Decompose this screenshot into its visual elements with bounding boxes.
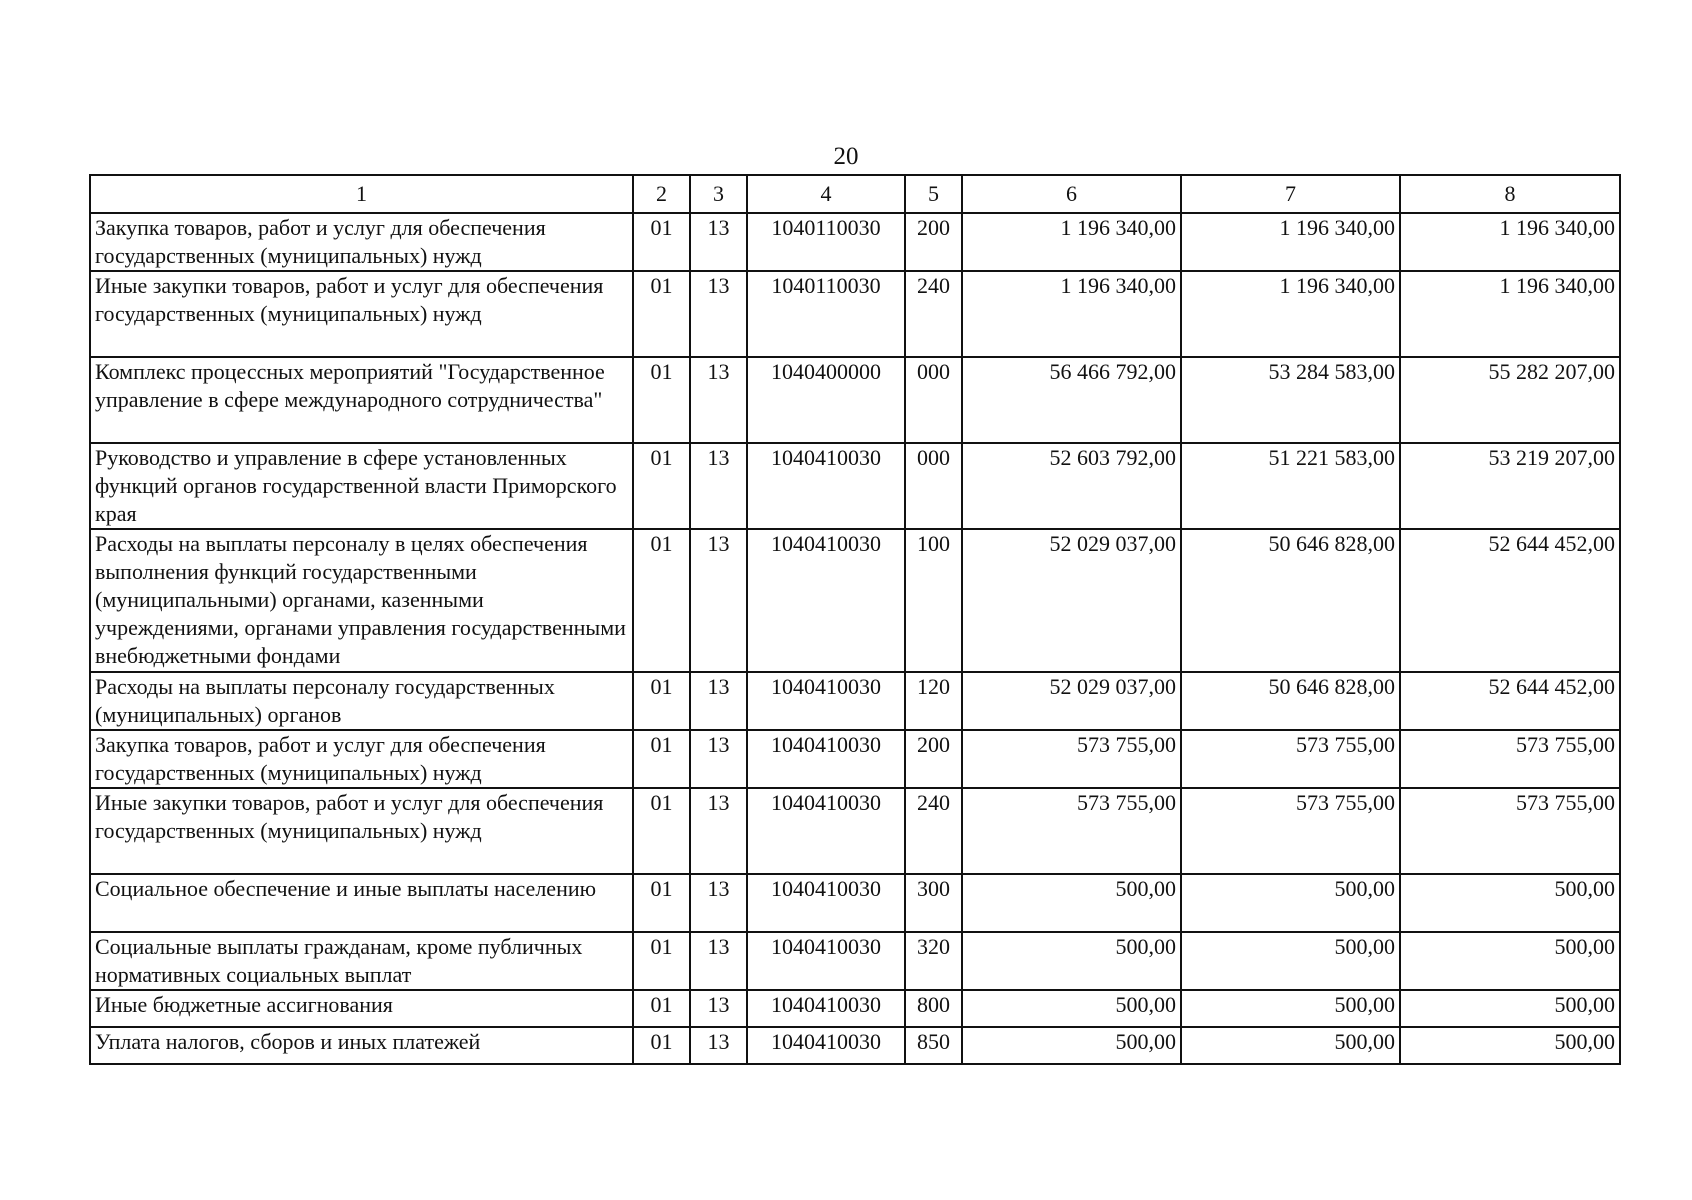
cell-target-code: 1040410030 xyxy=(747,672,905,730)
cell-amount: 500,00 xyxy=(962,874,1181,932)
cell-section: 01 xyxy=(633,788,690,874)
cell-amount: 1 196 340,00 xyxy=(962,213,1181,271)
cell-subsection: 13 xyxy=(690,443,747,529)
cell-target-code: 1040410030 xyxy=(747,1027,905,1064)
cell-amount: 500,00 xyxy=(962,1027,1181,1064)
header-row xyxy=(90,175,1620,213)
cell-amount: 573 755,00 xyxy=(962,788,1181,874)
column-header: 6 xyxy=(962,175,1181,213)
column-header: 2 xyxy=(633,175,690,213)
cell-amount: 56 466 792,00 xyxy=(962,357,1181,443)
table-row xyxy=(90,213,1620,271)
table-row xyxy=(90,443,1620,529)
cell-amount: 1 196 340,00 xyxy=(1181,271,1400,357)
table-row xyxy=(90,271,1620,357)
cell-section: 01 xyxy=(633,874,690,932)
cell-expense-type: 200 xyxy=(905,730,962,788)
column-header: 7 xyxy=(1181,175,1400,213)
cell-target-code: 1040410030 xyxy=(747,443,905,529)
cell-section: 01 xyxy=(633,730,690,788)
cell-target-code: 1040410030 xyxy=(747,874,905,932)
cell-amount: 500,00 xyxy=(1400,932,1620,990)
cell-name: Уплата налогов, сборов и иных платежей xyxy=(90,1027,633,1064)
cell-expense-type: 100 xyxy=(905,529,962,672)
table-row xyxy=(90,788,1620,874)
column-header: 5 xyxy=(905,175,962,213)
cell-target-code: 1040410030 xyxy=(747,529,905,672)
cell-target-code: 1040410030 xyxy=(747,788,905,874)
page-number: 20 xyxy=(833,143,859,170)
cell-amount: 573 755,00 xyxy=(962,730,1181,788)
cell-target-code: 1040110030 xyxy=(747,213,905,271)
cell-expense-type: 200 xyxy=(905,213,962,271)
column-header: 1 xyxy=(90,175,633,213)
cell-name: Расходы на выплаты персоналу государственных (муниципальных) органов xyxy=(90,672,633,730)
cell-amount: 53 219 207,00 xyxy=(1400,443,1620,529)
cell-section: 01 xyxy=(633,932,690,990)
cell-amount: 500,00 xyxy=(1181,1027,1400,1064)
cell-amount: 55 282 207,00 xyxy=(1400,357,1620,443)
cell-expense-type: 240 xyxy=(905,271,962,357)
cell-subsection: 13 xyxy=(690,672,747,730)
table-row xyxy=(90,529,1620,672)
cell-name: Иные закупки товаров, работ и услуг для обеспечения государственных (муниципальных) нужд xyxy=(90,788,633,874)
cell-amount: 500,00 xyxy=(1181,990,1400,1027)
cell-amount: 50 646 828,00 xyxy=(1181,529,1400,672)
table-row xyxy=(90,672,1620,730)
cell-amount: 1 196 340,00 xyxy=(1181,213,1400,271)
cell-subsection: 13 xyxy=(690,1027,747,1064)
cell-section: 01 xyxy=(633,529,690,672)
table-row xyxy=(90,932,1620,990)
cell-target-code: 1040410030 xyxy=(747,932,905,990)
cell-subsection: 13 xyxy=(690,213,747,271)
cell-name: Социальное обеспечение и иные выплаты населению xyxy=(90,874,633,932)
table-row xyxy=(90,874,1620,932)
cell-amount: 52 644 452,00 xyxy=(1400,529,1620,672)
cell-expense-type: 320 xyxy=(905,932,962,990)
cell-amount: 500,00 xyxy=(1400,874,1620,932)
cell-amount: 500,00 xyxy=(962,990,1181,1027)
cell-amount: 1 196 340,00 xyxy=(962,271,1181,357)
cell-amount: 500,00 xyxy=(1400,990,1620,1027)
cell-name: Руководство и управление в сфере установленных функций органов государственной власти Приморского края xyxy=(90,443,633,529)
cell-amount: 53 284 583,00 xyxy=(1181,357,1400,443)
cell-section: 01 xyxy=(633,213,690,271)
cell-amount: 573 755,00 xyxy=(1400,730,1620,788)
cell-name: Социальные выплаты гражданам, кроме публичных нормативных социальных выплат xyxy=(90,932,633,990)
cell-subsection: 13 xyxy=(690,932,747,990)
cell-name: Комплекс процессных мероприятий "Государственное управление в сфере международного сотрудничества" xyxy=(90,357,633,443)
cell-subsection: 13 xyxy=(690,357,747,443)
cell-amount: 573 755,00 xyxy=(1400,788,1620,874)
cell-amount: 52 644 452,00 xyxy=(1400,672,1620,730)
cell-name: Иные закупки товаров, работ и услуг для обеспечения государственных (муниципальных) нужд xyxy=(90,271,633,357)
cell-amount: 1 196 340,00 xyxy=(1400,271,1620,357)
column-header: 3 xyxy=(690,175,747,213)
cell-amount: 52 603 792,00 xyxy=(962,443,1181,529)
cell-expense-type: 120 xyxy=(905,672,962,730)
cell-target-code: 1040410030 xyxy=(747,990,905,1027)
cell-name: Закупка товаров, работ и услуг для обеспечения государственных (муниципальных) нужд xyxy=(90,213,633,271)
table-row xyxy=(90,357,1620,443)
cell-expense-type: 800 xyxy=(905,990,962,1027)
cell-target-code: 1040410030 xyxy=(747,730,905,788)
cell-expense-type: 000 xyxy=(905,357,962,443)
cell-expense-type: 240 xyxy=(905,788,962,874)
column-header: 4 xyxy=(747,175,905,213)
cell-amount: 500,00 xyxy=(1181,932,1400,990)
cell-target-code: 1040400000 xyxy=(747,357,905,443)
cell-subsection: 13 xyxy=(690,874,747,932)
cell-subsection: 13 xyxy=(690,730,747,788)
cell-name: Иные бюджетные ассигнования xyxy=(90,990,633,1027)
budget-table xyxy=(89,174,1621,1065)
cell-section: 01 xyxy=(633,357,690,443)
cell-expense-type: 850 xyxy=(905,1027,962,1064)
cell-amount: 1 196 340,00 xyxy=(1400,213,1620,271)
cell-section: 01 xyxy=(633,1027,690,1064)
table-row xyxy=(90,730,1620,788)
cell-amount: 573 755,00 xyxy=(1181,788,1400,874)
cell-section: 01 xyxy=(633,672,690,730)
table-row xyxy=(90,990,1620,1027)
cell-name: Закупка товаров, работ и услуг для обеспечения государственных (муниципальных) нужд xyxy=(90,730,633,788)
cell-amount: 500,00 xyxy=(1400,1027,1620,1064)
cell-name: Расходы на выплаты персоналу в целях обеспечения выполнения функций государственными (муниципальными) органами, казенными учреждениями, органами управления государственными внебюджетными фондами xyxy=(90,529,633,672)
cell-subsection: 13 xyxy=(690,529,747,672)
cell-amount: 52 029 037,00 xyxy=(962,529,1181,672)
cell-amount: 52 029 037,00 xyxy=(962,672,1181,730)
table-row xyxy=(90,1027,1620,1064)
cell-subsection: 13 xyxy=(690,788,747,874)
cell-amount: 50 646 828,00 xyxy=(1181,672,1400,730)
cell-subsection: 13 xyxy=(690,990,747,1027)
cell-section: 01 xyxy=(633,271,690,357)
cell-subsection: 13 xyxy=(690,271,747,357)
cell-amount: 500,00 xyxy=(1181,874,1400,932)
cell-expense-type: 300 xyxy=(905,874,962,932)
cell-section: 01 xyxy=(633,990,690,1027)
cell-amount: 500,00 xyxy=(962,932,1181,990)
cell-target-code: 1040110030 xyxy=(747,271,905,357)
column-header: 8 xyxy=(1400,175,1620,213)
cell-amount: 51 221 583,00 xyxy=(1181,443,1400,529)
cell-expense-type: 000 xyxy=(905,443,962,529)
cell-section: 01 xyxy=(633,443,690,529)
cell-amount: 573 755,00 xyxy=(1181,730,1400,788)
